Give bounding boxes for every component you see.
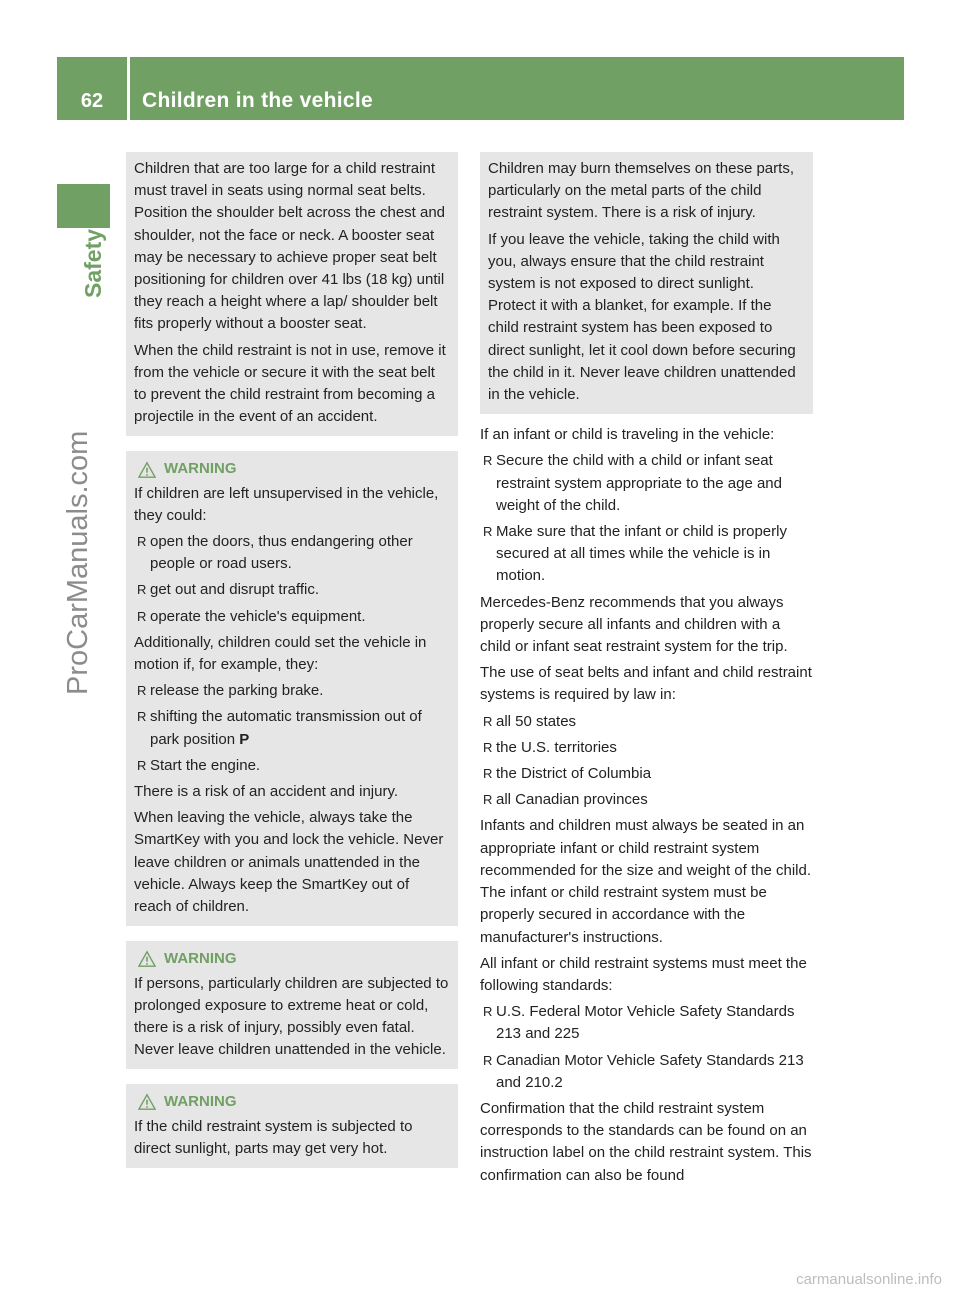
list-item: R the District of Columbia [480,763,813,785]
warning-text: There is a risk of an accident and injury. [134,783,399,801]
list-item: R U.S. Federal Motor Vehicle Safety Standards 213 and 225 [480,1001,813,1045]
warning-text: If you leave the vehicle, taking the child with you, always ensure that the child restraint system is not exposed to direct sunlight. Protect it with a blanket, for example. If the child restraint system has been exposed to direct sunlight, let it cool down before securing the child in it. Never leave children unattended in the vehicle. [488,230,796,404]
right-column [480,152,813,1191]
list-item-text: shifting the automatic transmission out of park position [150,708,422,748]
warning-triangle-icon [138,950,156,968]
header-divider [127,57,130,120]
warning-title: WARNING [164,950,237,968]
warning-title: WARNING [164,460,237,478]
section-label: Safety [80,228,106,298]
intro-paragraph-1: Children that are too large for a child restraint must travel in seats using normal seat belts. Position the shoulder belt across the chest and shoulder, not the face or neck. A booster seat may be necessary to achieve proper seat belt positioning for children over 41 lbs (18 kg) until they reach a height where a lap/ shoulder belt fits properly without a booster seat. [134,160,446,333]
list-item: R operate the vehicle's equipment. [134,606,450,628]
continued-warning-box [480,152,813,414]
body-paragraph: Mercedes-Benz recommends that you always properly secure all infants and children with a child or infant seat restraint system for the trip. [480,593,788,656]
warning-box-1 [126,451,458,926]
warning-text: Additionally, children could set the vehicle in motion if, for example, they: [134,633,427,674]
body-paragraph: If an infant or child is traveling in the vehicle: [480,426,775,444]
list-item: R the U.S. territories [480,737,813,759]
section-marker [57,184,110,228]
warning-text: When leaving the vehicle, always take the SmartKey with you and lock the vehicle. Never leave children or animals unattended in the vehicle. Always keep the SmartKey out of reach of children. [134,809,444,916]
body-paragraph: Confirmation that the child restraint system corresponds to the standards can be found on an instruction label on the child restraint system. This confirmation can also be found [480,1099,812,1184]
side-watermark: ProCarManuals.com [62,430,94,695]
warning-text: If persons, particularly children are subjected to prolonged exposure to extreme heat or cold, there is a risk of injury, possibly even fatal. Never leave children unattended in the vehicle. [134,974,449,1059]
side-watermark-wrap [62,385,112,695]
list-item: R Make sure that the infant or child is properly secured at all times while the vehicle is in motion. [480,521,813,588]
warning-triangle-icon [138,461,156,479]
section-label-wrap [80,228,114,325]
chapter-title: Children in the vehicle [142,89,373,112]
warning-title: WARNING [164,1093,237,1111]
body-paragraph: The use of seat belts and infant and child restraint systems is required by law in: [480,664,812,704]
list-item: R open the doors, thus endangering other people or road users. [134,531,450,575]
warning-heading [134,948,450,970]
intro-paragraph-2: When the child restraint is not in use, remove it from the vehicle or secure it with the seat belt to prevent the child restraint from becoming a projectile in the event of an accident. [134,341,446,426]
warning-triangle-icon [138,1093,156,1111]
list-item: R all Canadian provinces [480,789,813,811]
page-number: 62 [80,90,104,112]
list-item: R all 50 states [480,711,813,733]
left-column [126,152,458,1168]
list-item: R release the parking brake. [134,680,450,702]
list-item: R Start the engine. [134,755,450,777]
list-item: R Canadian Motor Vehicle Safety Standards 213 and 210.2 [480,1050,813,1094]
gear-position: P [239,730,250,748]
warning-text: If the child restraint system is subjected to direct sunlight, parts may get very hot. [134,1117,413,1157]
list-item: R get out and disrupt traffic. [134,579,450,601]
warning-text: Children may burn themselves on these parts, particularly on the metal parts of the child restraint system. There is a risk of injury. [488,160,794,222]
list-item [134,706,450,750]
warning-heading [134,1091,450,1113]
warning-box-2 [126,941,458,1069]
list-item: R Secure the child with a child or infant seat restraint system appropriate to the age and weight of the child. [480,450,813,517]
warning-heading [134,458,450,480]
warning-text: If children are left unsupervised in the vehicle, they could: [134,484,439,524]
intro-box [126,152,458,436]
warning-box-3 [126,1084,458,1168]
body-paragraph: All infant or child restraint systems must meet the following standards: [480,954,807,994]
body-paragraph: Infants and children must always be seated in an appropriate infant or child restraint system recommended for the size and weight of the child. The infant or child restraint system must be properly secured in accordance with the manufacturer's instructions. [480,817,812,946]
footer-watermark: carmanualsonline.info [796,1271,942,1288]
